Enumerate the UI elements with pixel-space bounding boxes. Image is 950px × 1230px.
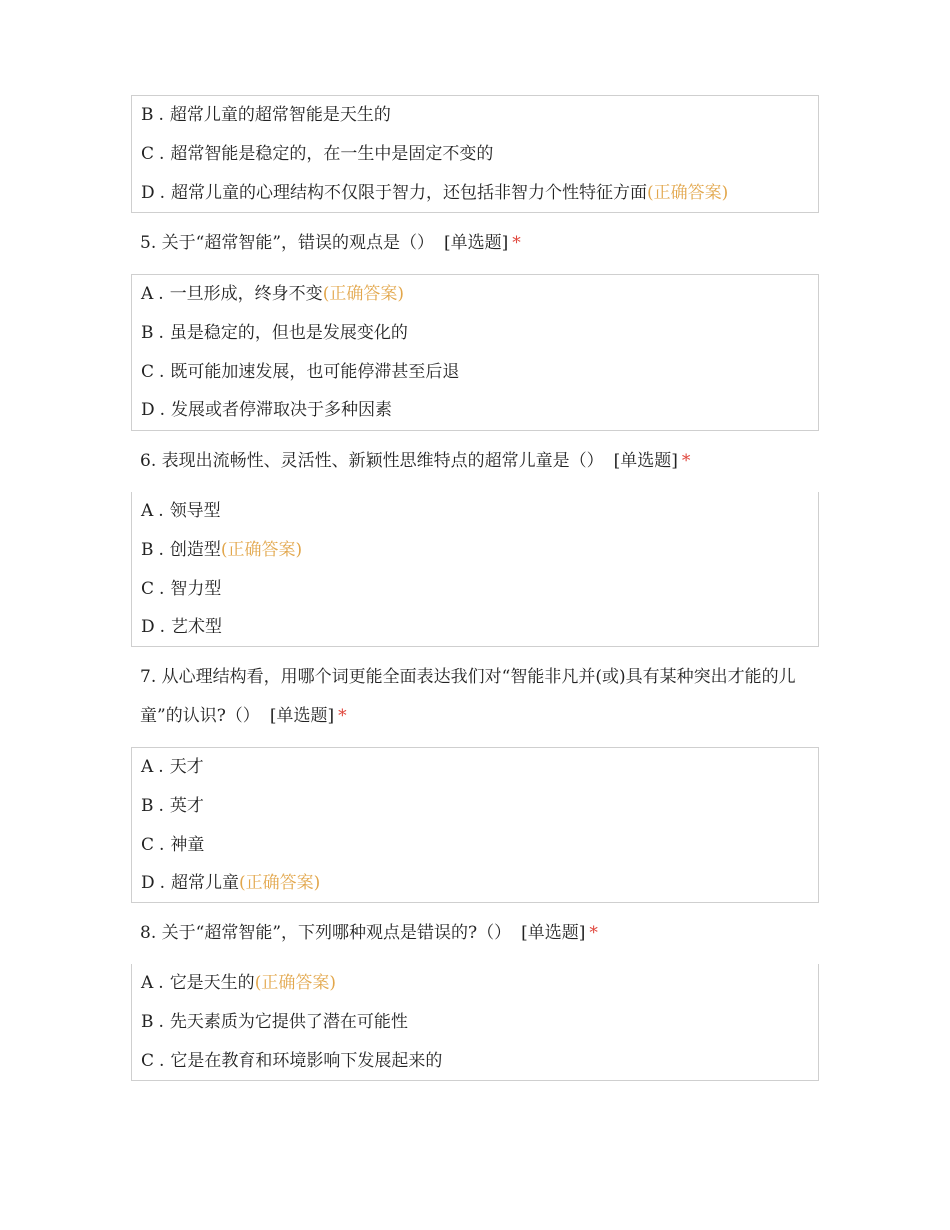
option-q7-c[interactable] [141,826,818,865]
correct-answer-label: (正确答案) [322,284,404,304]
option-text: 它是天生的 [169,973,255,993]
option-q8-c[interactable] [141,1042,818,1081]
option-separator: . [158,1011,164,1032]
option-letter: B [141,1011,154,1032]
option-letter: B [141,539,154,560]
option-text: 先天素质为它提供了潜在可能性 [169,1011,408,1032]
option-separator: . [159,834,165,855]
option-letter: D [141,400,155,421]
option-text: 超常儿童的超常智能是天生的 [169,105,391,125]
option-separator: . [159,361,165,382]
option-text: 发展或者停滞取决于多种因素 [171,400,393,421]
option-text: 虽是稳定的，但也是发展变化的 [169,322,408,343]
options-box-q8 [131,964,819,1081]
option-separator: . [158,757,164,777]
option-separator: . [158,795,164,816]
question-7 [131,658,819,736]
required-mark: * [338,706,347,726]
option-text: 英才 [169,795,204,816]
option-q6-d[interactable] [141,608,818,647]
option-text: 天才 [169,757,204,777]
option-q7-a[interactable] [141,748,818,787]
question-type-tag: [单选题] [521,923,586,943]
option-separator: . [158,973,164,993]
option-q8-a[interactable] [141,964,818,1003]
option-separator: . [158,284,164,304]
required-mark: * [681,451,691,471]
option-text: 一旦形成，终身不变 [169,284,323,304]
option-q6-b[interactable] [141,531,818,570]
options-box-q4 [131,95,819,213]
question-text: 6. 表现出流畅性、灵活性、新颖性思维特点的超常儿童是（） [140,451,604,471]
correct-answer-label: (正确答案) [239,873,321,894]
option-text: 创造型 [169,539,221,560]
quiz-page [131,95,819,1081]
correct-answer-label: (正确答案) [220,539,303,560]
option-q7-d[interactable] [141,864,818,903]
option-text: 它是在教育和环境影响下发展起来的 [170,1050,443,1071]
option-letter: A [141,501,154,521]
question-6 [131,442,819,481]
option-letter: C [141,834,155,855]
question-type-tag: [单选题] [269,706,335,726]
option-letter: A [141,757,154,777]
options-box-q6 [131,492,819,647]
question-text: 8. 关于“超常智能”，下列哪种观点是错误的?（） [140,923,512,943]
option-separator: . [158,322,164,343]
question-8 [131,914,819,953]
option-text: 超常儿童的心理结构不仅限于智力，还包括非智力个性特征方面 [171,182,648,203]
option-letter: C [141,143,155,164]
option-separator: . [159,400,166,421]
option-q4-c[interactable] [141,135,818,174]
option-letter: B [141,322,154,343]
option-separator: . [158,539,164,560]
question-text: 7. 从心理结构看，用哪个词更能全面表达我们对“智能非凡并(或)具有某种突出才能的儿童”的认识?（） [140,667,796,726]
option-separator: . [158,501,164,521]
question-text: 5. 关于“超常智能”，错误的观点是（） [140,233,435,253]
option-letter: C [141,361,155,382]
required-mark: * [512,233,521,253]
option-separator: . [159,1050,165,1071]
option-separator: . [159,182,166,203]
question-5 [131,224,819,263]
option-letter: D [141,617,155,638]
option-letter: D [141,873,155,894]
option-q7-b[interactable] [141,787,818,826]
option-letter: A [141,284,154,304]
option-q4-b[interactable] [141,96,818,135]
option-q4-d[interactable] [141,174,818,213]
question-type-tag: [单选题] [613,451,678,471]
option-text: 智力型 [170,578,222,599]
option-q5-a[interactable] [141,275,818,314]
option-separator: . [159,578,165,599]
option-text: 神童 [170,834,205,855]
option-separator: . [158,105,164,125]
options-box-q5 [131,274,819,431]
option-letter: C [141,1050,155,1071]
option-letter: B [141,105,154,125]
option-q5-d[interactable] [141,391,818,430]
required-mark: * [589,923,598,943]
correct-answer-label: (正确答案) [254,973,336,993]
option-letter: C [141,578,155,599]
question-type-tag: [单选题] [444,233,509,253]
option-letter: A [141,973,154,993]
option-q8-b[interactable] [141,1003,818,1042]
option-q6-c[interactable] [141,570,818,609]
option-text: 超常儿童 [171,873,240,894]
option-letter: B [141,795,154,816]
options-box-q7 [131,747,819,903]
option-q6-a[interactable] [141,492,818,531]
option-separator: . [159,873,166,894]
option-text: 艺术型 [171,617,223,638]
option-q5-b[interactable] [141,314,818,353]
correct-answer-label: (正确答案) [647,182,729,203]
option-separator: . [159,143,165,164]
option-text: 既可能加速发展，也可能停滞甚至后退 [170,361,460,382]
option-q5-c[interactable] [141,353,818,392]
option-text: 领导型 [169,501,221,521]
option-text: 超常智能是稳定的，在一生中是固定不变的 [170,143,494,164]
option-separator: . [159,617,166,638]
option-letter: D [141,182,155,203]
